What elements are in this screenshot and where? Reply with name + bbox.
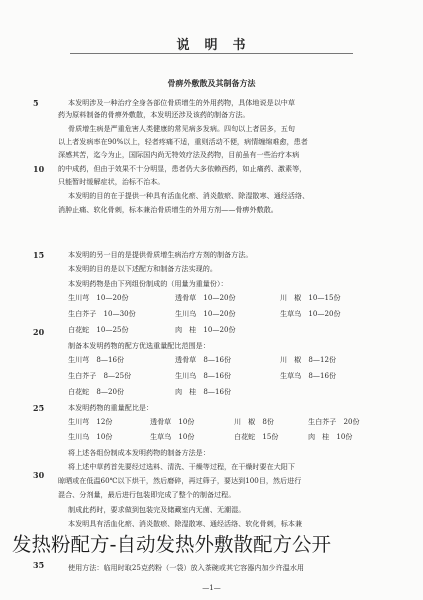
formula-row — [68, 309, 398, 319]
line-number-15: 15 — [33, 250, 45, 260]
formula-row — [68, 325, 398, 335]
formula-cell: 白花蛇 10—25份 — [68, 325, 129, 334]
formula-cell: 生川芎 10—20份 — [68, 293, 129, 302]
paragraph-line: 本发明涉及一种治疗全身各部位骨质增生的外用药物，具体地说是以中草 — [68, 98, 295, 107]
line-number-20: 20 — [33, 327, 45, 337]
paragraph-line: 消肿止痛、软化骨刺，标本兼治骨质增生的外用方剂——骨痹外敷散。 — [58, 205, 278, 214]
paragraph-line: 制备本发明药物的配方优选重量配比范围是： — [68, 341, 210, 350]
formula-cell: 生川乌 10—20份 — [175, 309, 236, 318]
line-number-35: 35 — [33, 560, 45, 570]
paragraph-line: 本发明的目的是以下述配方和制备方法实现的。 — [68, 264, 217, 273]
formula-cell: 川 椒 8—12份 — [280, 355, 337, 364]
formula-cell: 透骨草 10份 — [150, 417, 195, 426]
paragraph-line: 晾晒或在低温60℃以下烘干，然后磨碎，再过筛子，要达到100目，然后进行 — [58, 476, 302, 485]
formula-cell: 生川芎 12份 — [68, 417, 113, 426]
paragraph-line: 深感其苦，迄今为止，国际国内尚无特效疗法及药物，目前虽有一些治疗本病 — [58, 150, 300, 159]
line-number-25: 25 — [33, 403, 45, 413]
formula-row — [68, 371, 398, 381]
paragraph-line: 药为原料制备的骨痹外敷散，本发明还涉及该药的制备方法。 — [58, 110, 250, 119]
paragraph-line: 的中成药，但由于效果不十分明显，患者仍大多依赖西药，如止痛药、激素等， — [58, 164, 307, 173]
formula-cell: 生草乌 10份 — [150, 432, 195, 441]
overlay-caption: 发热粉配方-自动发热外敷散配方公开 — [12, 533, 332, 556]
document-title: 骨痹外敷散及其制备方法 — [167, 78, 256, 88]
formula-cell: 生川乌 8—16份 — [175, 371, 232, 380]
formula-cell: 生白芥子 10—30份 — [68, 309, 136, 318]
formula-cell: 生白芥子 8—25份 — [68, 371, 132, 380]
formula-cell: 生川乌 10份 — [68, 432, 113, 441]
formula-cell: 生白芥子 20份 — [308, 417, 360, 426]
formula-cell: 白花蛇 15份 — [234, 432, 279, 441]
paragraph-line: 将上述各组份制成本发明药物的制备方法是： — [68, 448, 210, 457]
formula-row — [68, 387, 398, 397]
paragraph-line: 混合、分剂量，最后进行包装即完成了整个的制备过程。 — [58, 490, 236, 499]
formula-row — [68, 293, 398, 303]
formula-cell: 肉 桂 10—20份 — [175, 325, 236, 334]
paragraph-line: 本发明的另一目的是提供骨质增生病治疗方剂的制备方法。 — [68, 250, 253, 259]
header-rule — [70, 53, 353, 54]
paragraph-line: 骨质增生病是严重危害人类健康的常见病多发病。四旬以上者居多，五旬 — [68, 124, 295, 133]
formula-row — [68, 432, 398, 442]
paragraph-line: 本发明的目的在于提供一种具有活血化瘀、消炎散瘀、除湿散寒、通经活络、 — [68, 191, 310, 200]
paragraph-line: 本发明药物的重量配比是： — [68, 403, 154, 412]
paragraph-line: 制成此药时，要求做到包装完及储藏室内无菌、无潮湿。 — [68, 505, 246, 514]
formula-cell: 生川芎 8—16份 — [68, 355, 125, 364]
formula-cell: 生草乌 10—20份 — [280, 309, 341, 318]
formula-cell: 透骨草 8—16份 — [175, 355, 232, 364]
page-number: —1— — [202, 584, 221, 592]
formula-cell: 肉 桂 8—16份 — [175, 387, 232, 396]
formula-cell: 川 椒 10—15份 — [280, 293, 341, 302]
paragraph-line: 使用方法：临用时取25克药粉（一袋）放入茶碗或其它容器内加少许温水用 — [68, 563, 305, 572]
paragraph-line: 以上者发病率在90%以上，轻者疼痛不适，重则活动不便，病情缠绵难愈，患者 — [58, 137, 308, 146]
paragraph-line: 只能暂时缓解症状，治标不治本。 — [58, 177, 165, 186]
paragraph-line: 将上述中草药首先要经过选料、清洗、干燥等过程，在干燥时要在大阳下 — [68, 462, 295, 471]
paragraph-line: 本发明药物是由下列组份制成的（用量为重量份）： — [68, 279, 228, 288]
line-number-10: 10 — [33, 164, 45, 174]
formula-cell: 川 椒 8份 — [234, 417, 274, 426]
line-number-5: 5 — [33, 98, 39, 108]
formula-cell: 生草乌 8—16份 — [280, 371, 337, 380]
formula-cell: 白花蛇 8—20份 — [68, 387, 125, 396]
paragraph-line: 本发明具有活血化瘀、消炎散瘀、除湿散寒、通经活络、软化骨刺，标本兼 — [68, 519, 303, 528]
page-header-title: 说 明 书 — [176, 38, 247, 53]
formula-cell: 肉 桂 10份 — [308, 432, 353, 441]
formula-row — [68, 417, 398, 427]
line-number-30: 30 — [33, 470, 45, 480]
formula-row — [68, 355, 398, 365]
formula-cell: 透骨草 10—20份 — [175, 293, 236, 302]
